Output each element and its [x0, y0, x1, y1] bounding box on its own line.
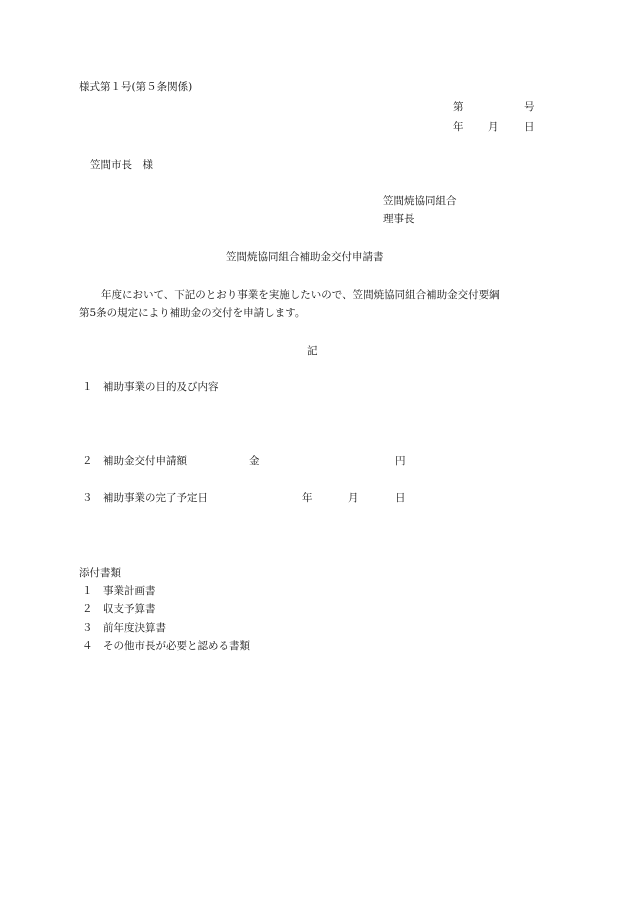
body-line-2: 第5条の規定により補助金の交付を申請します。	[79, 307, 306, 319]
item-2-unit: 円	[395, 455, 406, 467]
applicant-title: 理事長	[383, 213, 415, 225]
doc-number-suffix: 号	[524, 101, 535, 113]
doc-number-prefix: 第	[453, 101, 464, 113]
form-number: 様式第１号(第５条関係)	[79, 81, 193, 93]
attachments-heading: 添付書類	[79, 567, 121, 579]
document-title: 笠間焼協同組合補助金交付申請書	[226, 251, 384, 263]
item-3-day: 日	[395, 492, 406, 504]
item-2-label: 補助金交付申請額	[103, 455, 187, 467]
attachment-2-label: 収支予算書	[103, 603, 156, 615]
body-line-1: 年度において、下記のとおり事業を実施したいので、笠間焼協同組合補助金交付要綱	[101, 289, 500, 301]
attachment-3-number: ３	[82, 622, 93, 634]
attachment-1-label: 事業計画書	[103, 585, 156, 597]
date-year: 年	[453, 121, 464, 133]
item-1-label: 補助事業の目的及び内容	[103, 381, 219, 393]
addressee: 笠間市長 様	[90, 159, 153, 171]
ki-heading: 記	[307, 345, 318, 357]
item-2-currency: 金	[249, 455, 260, 467]
item-3-label: 補助事業の完了予定日	[103, 492, 208, 504]
item-3-month: 月	[348, 492, 359, 504]
item-3-year: 年	[302, 492, 313, 504]
date-month: 月	[488, 121, 499, 133]
attachment-4-label: その他市長が必要と認める書類	[103, 640, 250, 652]
attachment-1-number: １	[82, 585, 93, 597]
attachment-3-label: 前年度決算書	[103, 622, 166, 634]
date-day: 日	[524, 121, 535, 133]
attachment-4-number: ４	[82, 640, 93, 652]
applicant-org: 笠間焼協同組合	[383, 195, 457, 207]
attachment-2-number: ２	[82, 603, 93, 615]
item-2-number: ２	[82, 455, 93, 467]
item-1-number: １	[82, 381, 93, 393]
item-3-number: ３	[82, 492, 93, 504]
